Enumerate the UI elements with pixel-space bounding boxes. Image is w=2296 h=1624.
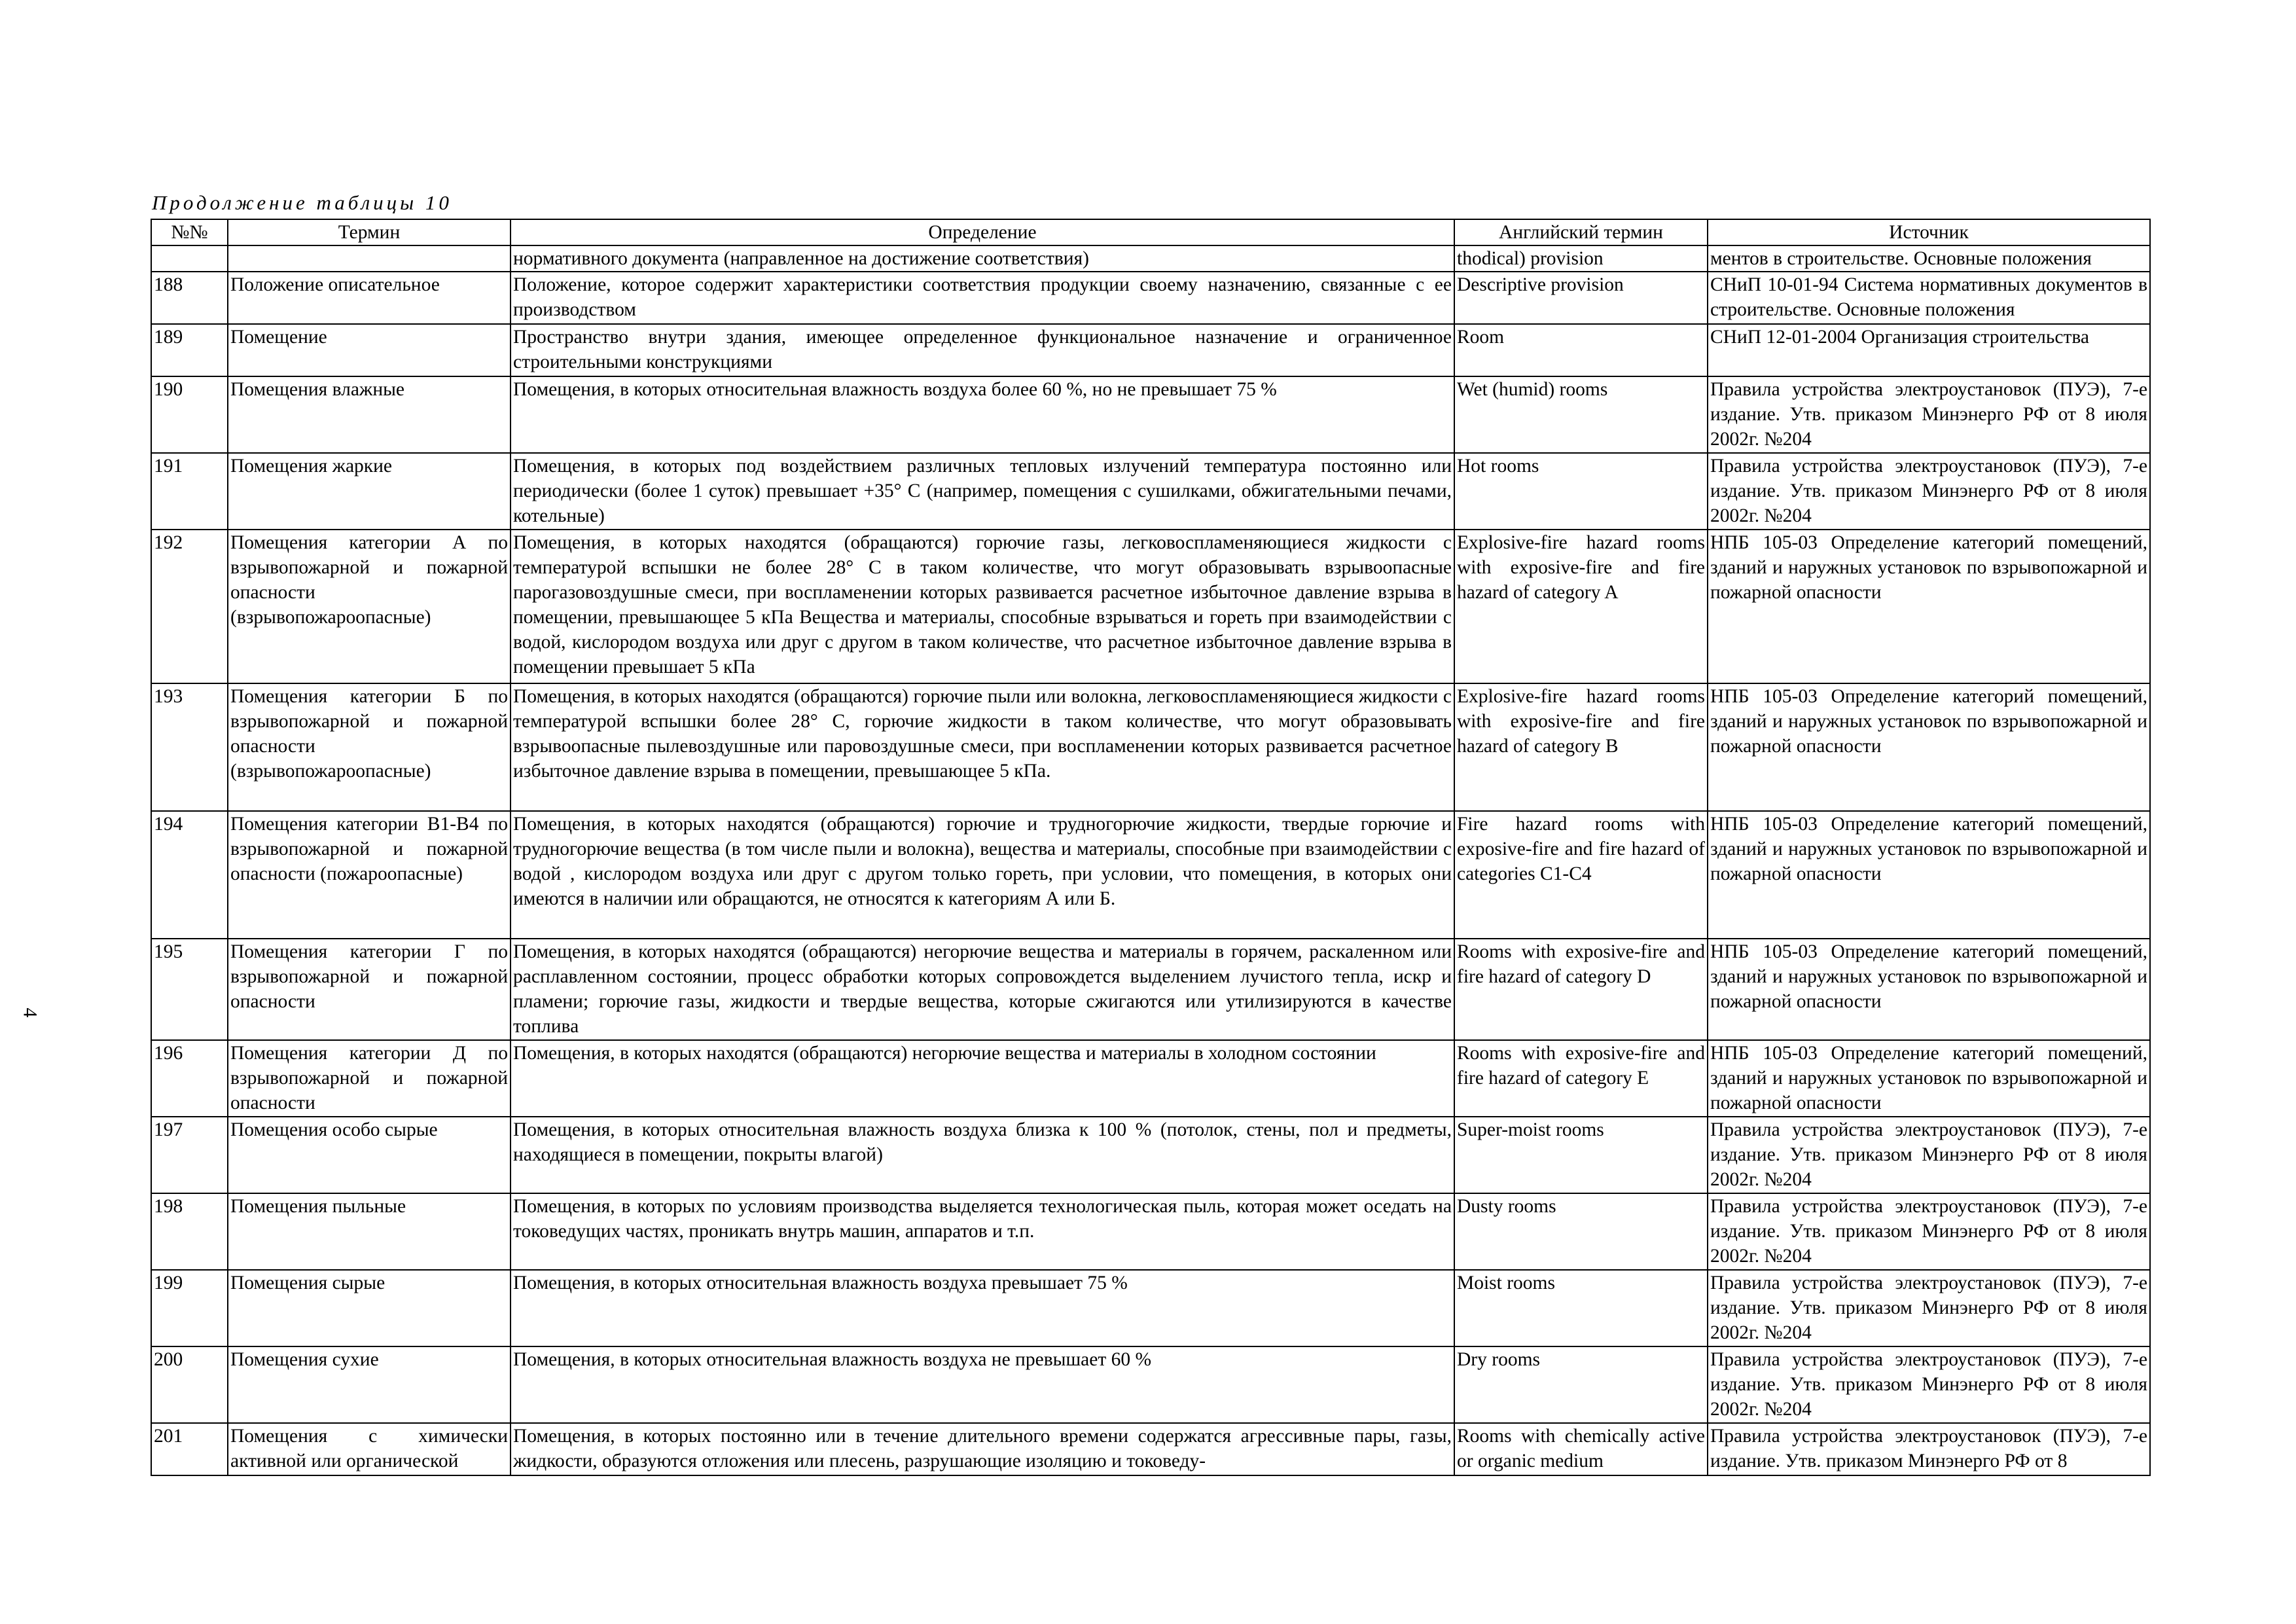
cell-term: Помещения пыльные: [228, 1193, 511, 1270]
cell-num: 196: [151, 1040, 228, 1117]
page-number: 4: [19, 1007, 41, 1018]
cell-definition: Помещения, в которых находятся (обращаются) негорючие вещества и материалы в холодном состоянии: [511, 1040, 1454, 1117]
table-header-row: [151, 219, 2150, 245]
cell-english: Rooms with exposive-fire and fire hazard of category D: [1454, 939, 1708, 1040]
cell-definition: Пространство внутри здания, имеющее определенное функциональное назначение и ограниченное строительными конструкциями: [511, 324, 1454, 376]
cell-num: 192: [151, 530, 228, 683]
cell-num: 190: [151, 376, 228, 453]
cell-english: Moist rooms: [1454, 1270, 1708, 1346]
cell-num: 197: [151, 1117, 228, 1193]
cell-english: Explosive-fire hazard rooms with exposive-fire and fire hazard of category A: [1454, 530, 1708, 683]
cell-definition: Положение, которое содержит характеристики соответствия продукции своему назначению, связанные с ее производством: [511, 272, 1454, 324]
cell-term: Помещения категории В1-В4 по взрывопожарной и пожарной опасности (пожароопасные): [228, 811, 511, 939]
cell-english: thodical) provision: [1454, 245, 1708, 272]
cell-term: Помещения сырые: [228, 1270, 511, 1346]
header-num: №№: [151, 219, 228, 245]
cell-term: Помещения категории А по взрывопожарной и пожарной опасности (взрывопожароопасные): [228, 530, 511, 683]
cell-english: Hot rooms: [1454, 453, 1708, 530]
cell-num: 201: [151, 1423, 228, 1475]
cell-english: Rooms with exposive-fire and fire hazard of category E: [1454, 1040, 1708, 1117]
cell-term: Помещения категории Б по взрывопожарной и пожарной опасности (взрывопожароопасные): [228, 683, 511, 811]
continuation-row: [151, 245, 2150, 272]
header-source: Источник: [1708, 219, 2150, 245]
table-row: [151, 324, 2150, 376]
cell-num: 188: [151, 272, 228, 324]
cell-source: Правила устройства электроустановок (ПУЭ), 7-е издание. Утв. приказом Минэнерго РФ от 8 июля 2002г. №204: [1708, 1117, 2150, 1193]
cell-english: Rooms with chemically active or organic medium: [1454, 1423, 1708, 1475]
cell-source: НПБ 105-03 Определение категорий помещений, зданий и наружных установок по взрывопожарной и пожарной опасности: [1708, 939, 2150, 1040]
cell-num: 199: [151, 1270, 228, 1346]
cell-source: Правила устройства электроустановок (ПУЭ), 7-е издание. Утв. приказом Минэнерго РФ от 8 июля 2002г. №204: [1708, 1270, 2150, 1346]
cell-term: Помещение: [228, 324, 511, 376]
cell-term: Помещения категории Д по взрывопожарной и пожарной опасности: [228, 1040, 511, 1117]
cell-term: Помещения влажные: [228, 376, 511, 453]
cell-source: НПБ 105-03 Определение категорий помещений, зданий и наружных установок по взрывопожарной и пожарной опасности: [1708, 1040, 2150, 1117]
cell-definition: Помещения, в которых находятся (обращаются) горючие и трудногорючие жидкости, твердые горючие и трудногорючие вещества (в том числе пыли и волокна), вещества и материалы, способные при взаимодействии с водой , кислородом воздуха или друг с другом только гореть, при условии, что помещения, в которых они имеются в наличии или обращаются, не относятся к категориям А или Б.: [511, 811, 1454, 939]
cell-source: Правила устройства электроустановок (ПУЭ), 7-е издание. Утв. приказом Минэнерго РФ от 8 июля 2002г. №204: [1708, 376, 2150, 453]
cell-term: Помещения сухие: [228, 1346, 511, 1423]
table-row: [151, 376, 2150, 453]
cell-num: 198: [151, 1193, 228, 1270]
cell-term: Помещения жаркие: [228, 453, 511, 530]
table-row: [151, 453, 2150, 530]
cell-definition: Помещения, в которых относительная влажность воздуха более 60 %, но не превышает 75 %: [511, 376, 1454, 453]
cell-num: 193: [151, 683, 228, 811]
cell-definition: Помещения, в которых по условиям производства выделяется технологическая пыль, которая может оседать на токоведущих частях, проникать внутрь машин, аппаратов и т.п.: [511, 1193, 1454, 1270]
cell-english: Descriptive provision: [1454, 272, 1708, 324]
cell-definition: Помещения, в которых относительная влажность воздуха не превышает 60 %: [511, 1346, 1454, 1423]
cell-term: Помещения категории Г по взрывопожарной и пожарной опасности: [228, 939, 511, 1040]
cell-source: Правила устройства электроустановок (ПУЭ), 7-е издание. Утв. приказом Минэнерго РФ от 8: [1708, 1423, 2150, 1475]
cell-definition: Помещения, в которых под воздействием различных тепловых излучений температура постоянно или периодически (более 1 суток) превышает +35° С (например, помещения с сушилками, обжигательными печами, котельные): [511, 453, 1454, 530]
cell-num: 194: [151, 811, 228, 939]
table-row: [151, 683, 2150, 811]
cell-source: Правила устройства электроустановок (ПУЭ), 7-е издание. Утв. приказом Минэнерго РФ от 8 июля 2002г. №204: [1708, 1193, 2150, 1270]
cell-source: НПБ 105-03 Определение категорий помещений, зданий и наружных установок по взрывопожарной и пожарной опасности: [1708, 530, 2150, 683]
cell-term: Помещения особо сырые: [228, 1117, 511, 1193]
cell-num: 200: [151, 1346, 228, 1423]
cell-num: [151, 245, 228, 272]
cell-definition: нормативного документа (направленное на достижение соответствия): [511, 245, 1454, 272]
cell-english: Super-moist rooms: [1454, 1117, 1708, 1193]
cell-english: Explosive-fire hazard rooms with exposive-fire and fire hazard of category B: [1454, 683, 1708, 811]
cell-english: Dry rooms: [1454, 1346, 1708, 1423]
table-row: [151, 811, 2150, 939]
table-row: [151, 1346, 2150, 1423]
terms-table: [151, 219, 2151, 1476]
table-row: [151, 272, 2150, 324]
cell-source: Правила устройства электроустановок (ПУЭ), 7-е издание. Утв. приказом Минэнерго РФ от 8 июля 2002г. №204: [1708, 1346, 2150, 1423]
cell-source: НПБ 105-03 Определение категорий помещений, зданий и наружных установок по взрывопожарной и пожарной опасности: [1708, 683, 2150, 811]
cell-definition: Помещения, в которых находятся (обращаются) горючие газы, легковоспламеняющиеся жидкости с температурой вспышки не более 28° С в таком количестве, что могут образовывать взрывоопасные парогазовоздушные смеси, при воспламенении которых развивается расчетное избыточное давление взрыва в помещении, превышающее 5 кПа Вещества и материалы, способные взрываться и гореть при взаимодействии с водой, кислородом воздуха или друг с другом в таком количестве, что расчетное избыточное давление взрыва в помещении превышает 5 кПа: [511, 530, 1454, 683]
cell-english: Room: [1454, 324, 1708, 376]
table-row: [151, 1270, 2150, 1346]
cell-english: Dusty rooms: [1454, 1193, 1708, 1270]
table-row: [151, 1423, 2150, 1475]
table-row: [151, 1040, 2150, 1117]
cell-definition: Помещения, в которых находятся (обращаются) негорючие вещества и материалы в горячем, раскаленном или расплавленном состоянии, процесс обработки которых сопровождется выделением лучистого тепла, искр и пламени; горючие газы, жидкости и твердые вещества, которые сжигаются или утилизируются в качестве топлива: [511, 939, 1454, 1040]
cell-definition: Помещения, в которых относительная влажность воздуха близка к 100 % (потолок, стены, пол и предметы, находящиеся в помещении, покрыты влагой): [511, 1117, 1454, 1193]
cell-source: СНиП 12-01-2004 Организация строительства: [1708, 324, 2150, 376]
cell-num: 195: [151, 939, 228, 1040]
table-row: [151, 939, 2150, 1040]
cell-source: СНиП 10-01-94 Система нормативных документов в строительстве. Основные положения: [1708, 272, 2150, 324]
cell-term: Положение описательное: [228, 272, 511, 324]
cell-num: 189: [151, 324, 228, 376]
cell-source: Правила устройства электроустановок (ПУЭ), 7-е издание. Утв. приказом Минэнерго РФ от 8 июля 2002г. №204: [1708, 453, 2150, 530]
cell-english: Wet (humid) rooms: [1454, 376, 1708, 453]
table-row: [151, 1193, 2150, 1270]
cell-source: НПБ 105-03 Определение категорий помещений, зданий и наружных установок по взрывопожарной и пожарной опасности: [1708, 811, 2150, 939]
table-row: [151, 530, 2150, 683]
cell-definition: Помещения, в которых относительная влажность воздуха превышает 75 %: [511, 1270, 1454, 1346]
table-row: [151, 1117, 2150, 1193]
cell-english: Fire hazard rooms with exposive-fire and fire hazard of categories C1-C4: [1454, 811, 1708, 939]
cell-definition: Помещения, в которых постоянно или в течение длительного времени содержатся агрессивные пары, газы, жидкости, образуются отложения или плесень, разрушающие изоляцию и токоведу-: [511, 1423, 1454, 1475]
cell-num: 191: [151, 453, 228, 530]
table-caption: Продолжение таблицы 10: [152, 191, 452, 214]
cell-definition: Помещения, в которых находятся (обращаются) горючие пыли или волокна, легковоспламеняющиеся жидкости с температурой вспышки более 28° С, горючие жидкости в таком количестве, что могут образовывать взрывоопасные пылевоздушные или паровоздушные смеси, при воспламенении которых развивается расчетное избыточное давление взрыва в помещении, превышающее 5 кПа.: [511, 683, 1454, 811]
cell-source: ментов в строительстве. Основные положения: [1708, 245, 2150, 272]
header-term: Термин: [228, 219, 511, 245]
cell-term: Помещения с химически активной или органической: [228, 1423, 511, 1475]
cell-term: [228, 245, 511, 272]
header-english: Английский термин: [1454, 219, 1708, 245]
header-definition: Определение: [511, 219, 1454, 245]
